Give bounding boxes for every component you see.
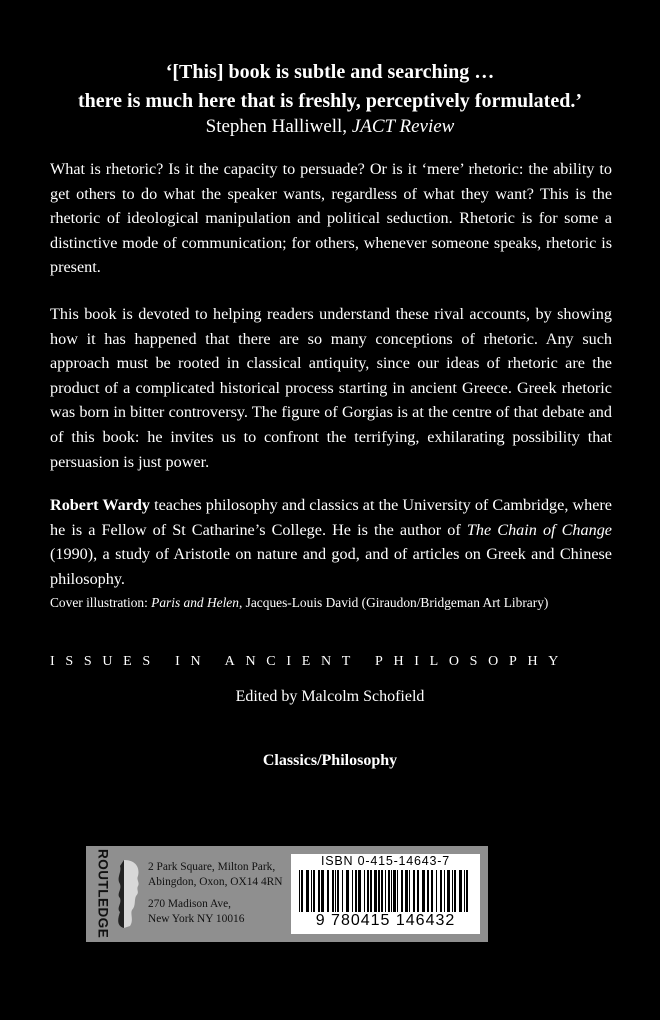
barcode-bar <box>388 870 390 912</box>
isbn-number: ISBN 0-415-14643-7 <box>320 854 451 868</box>
blurb-paragraph-2: This book is devoted to helping readers understand these rival accounts, by showing how it has happened that there are so many conceptions of rhetoric. Any such approach must be rooted in classical antiquity, since our ideas of rhetoric are the product of a complicated historical process starting in ancient Greece. Greek rhetoric was born in bitter controversy. The figure of Gorgias is at the centre of that debate and of this book: he invites us to confront the terrifying, exhilarating possibility that persuasion is just power. <box>50 305 612 471</box>
review-quote <box>20 58 640 116</box>
address-uk-line-2: Abingdon, Oxon, OX14 4RN <box>148 876 283 888</box>
barcode-bar <box>311 870 312 912</box>
publisher-name: ROUTLEDGE <box>95 849 111 939</box>
barcode-bar <box>378 870 380 912</box>
barcode-bar <box>299 870 300 912</box>
publisher-panel <box>86 846 488 942</box>
subject-category: Classics/Philosophy <box>262 752 398 769</box>
author-bio-text-1: teaches philosophy and classics at the University of Cambridge, where he is a Fellow of St Catharine’s College. He is the author of <box>50 496 612 539</box>
barcode-bar <box>422 870 425 912</box>
author-bio-text-2: (1990), a study of Aristotle on nature and god, and of articles on Greek and Chinese philosophy. <box>50 545 612 588</box>
barcode-bar <box>332 870 334 912</box>
barcode-bar <box>342 870 343 912</box>
barcode-bar <box>346 870 349 912</box>
barcode-bar <box>321 870 324 912</box>
barcode-bar <box>313 870 315 912</box>
barcode-bar <box>454 870 456 912</box>
barcode-bar <box>431 870 433 912</box>
barcode-bars <box>297 870 474 912</box>
barcode-bar <box>337 870 339 912</box>
author-book-title: The Chain of Change <box>466 520 612 539</box>
barcode-bar <box>444 870 445 912</box>
barcode-bar <box>385 870 386 912</box>
barcode-bar <box>409 870 410 912</box>
cover-credit <box>50 594 620 612</box>
barcode-bar <box>358 870 361 912</box>
quote-attribution <box>20 115 640 139</box>
address-uk-line-1: 2 Park Square, Milton Park, <box>148 861 276 873</box>
barcode-bar <box>447 870 450 912</box>
address-us-line-2: New York NY 10016 <box>148 913 245 925</box>
blurb-paragraph-1: What is rhetoric? Is it the capacity to persuade? Or is it ‘mere’ rhetoric: the ability to get others to do what the speaker wants, regardless of what they want? This is the rhetoric of ideological manipulation and political seduction. Rhetoric is for some a distinctive mode of communication; for others, whenever someone speaks, rhetoric is present. <box>50 160 612 277</box>
barcode-box <box>291 854 480 934</box>
barcode-bar <box>405 870 408 912</box>
barcode-bar <box>306 870 309 912</box>
barcode-bar <box>436 870 437 912</box>
barcode-bar <box>352 870 353 912</box>
quote-source: JACT Review <box>351 116 455 137</box>
cover-credit-label: Cover illustration: <box>50 595 152 610</box>
publisher-addresses <box>148 860 293 927</box>
barcode-bar <box>397 870 398 912</box>
barcode-bar <box>367 870 369 912</box>
barcode-bar <box>391 870 392 912</box>
barcode-bar <box>355 870 357 912</box>
series-title: ISSUES IN ANCIENT PHILOSOPHY <box>50 654 570 669</box>
address-us-line-1: 270 Madison Ave, <box>148 898 231 910</box>
barcode-bar <box>301 870 303 912</box>
barcode-bar <box>440 870 442 912</box>
barcode-bar <box>464 870 465 912</box>
barcode-bar <box>370 870 372 912</box>
series-editor: Edited by Malcolm Schofield <box>235 688 425 705</box>
barcode-bar <box>459 870 462 912</box>
barcode-bar <box>466 870 468 912</box>
ean-number: 9 780415 146432 <box>315 912 456 929</box>
barcode-bar <box>364 870 365 912</box>
barcode-bar <box>327 870 329 912</box>
barcode-bar <box>427 870 429 912</box>
quote-author: Stephen Halliwell, <box>205 116 352 137</box>
barcode-bar <box>381 870 383 912</box>
quote-line-2: there is much here that is freshly, perceptively formulated.’ <box>77 90 582 112</box>
barcode-bar <box>393 870 396 912</box>
quote-line-1: ‘[This] book is subtle and searching … <box>165 61 495 83</box>
cover-credit-rest: , Jacques-Louis David (Giraudon/Bridgeman Art Library) <box>238 595 549 610</box>
barcode-bar <box>374 870 377 912</box>
barcode-bar <box>401 870 403 912</box>
cover-artwork-title: Paris and Helen <box>151 595 239 610</box>
barcode-bar <box>413 870 415 912</box>
author-name: Robert Wardy <box>50 496 151 514</box>
author-bio <box>50 493 612 591</box>
barcode-bar <box>335 870 336 912</box>
barcode-bar <box>417 870 419 912</box>
barcode-bar <box>452 870 453 912</box>
barcode-bar <box>318 870 320 912</box>
